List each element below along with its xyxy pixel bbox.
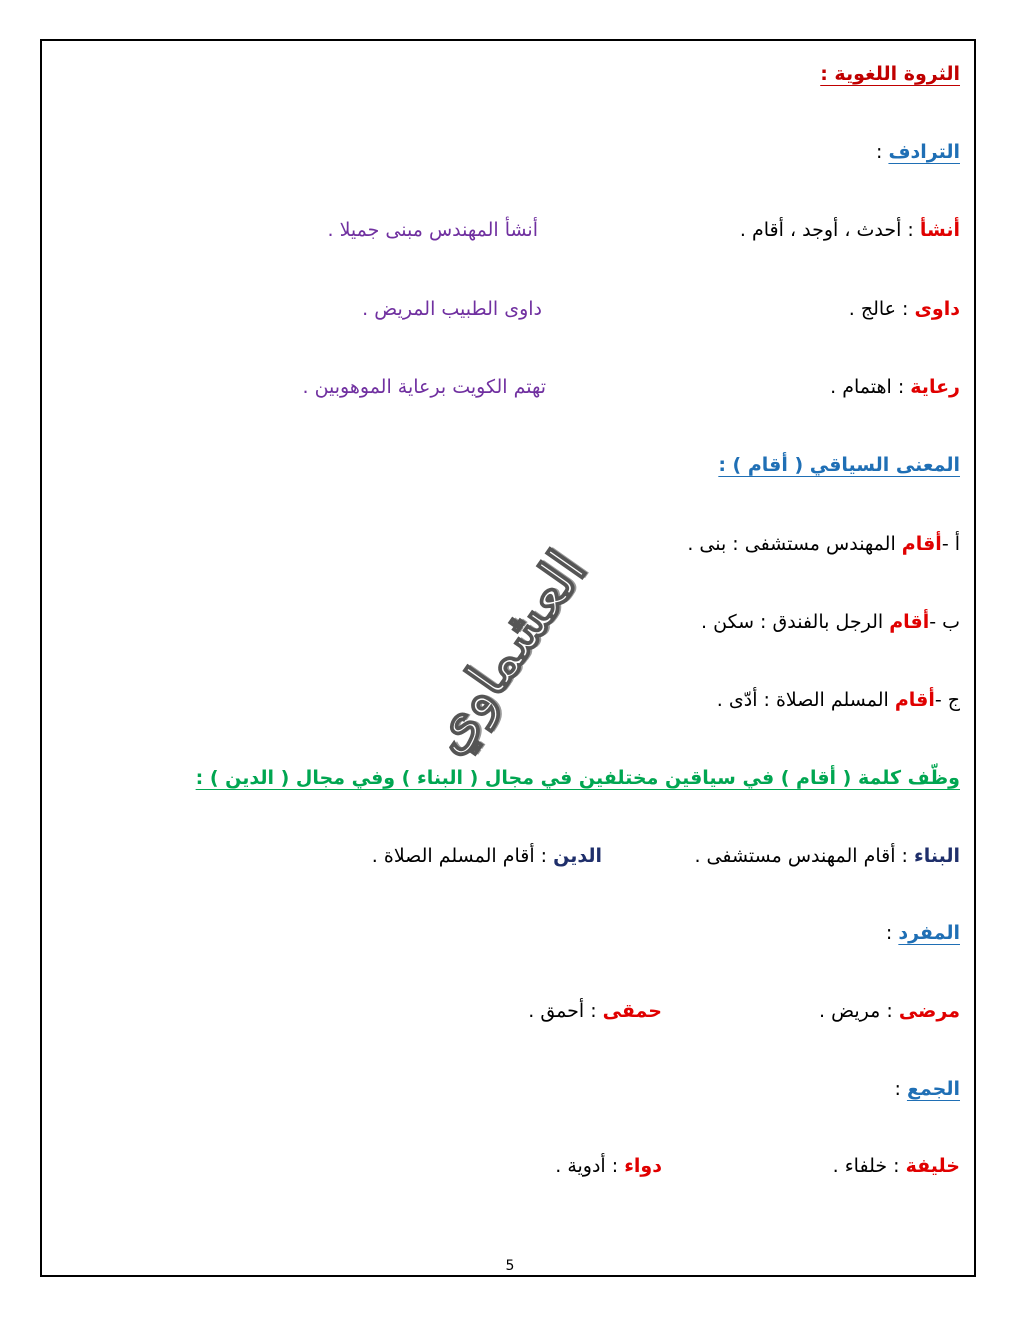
plural-item bbox=[555, 1152, 662, 1180]
contextual-rest: المسلم الصلاة : أدّى . bbox=[716, 689, 889, 711]
contextual-prefix: أ - bbox=[941, 533, 960, 555]
synonym-meaning: : اهتمام . bbox=[830, 376, 905, 398]
contextual-heading bbox=[718, 451, 960, 479]
plural-heading bbox=[894, 1075, 960, 1103]
synonym-example: أنشأ المهندس مبنى جميلا . bbox=[327, 219, 538, 241]
synonyms-heading-colon: : bbox=[875, 141, 883, 163]
contextual-item bbox=[717, 686, 960, 714]
usage-heading-text: وظّف كلمة ( أقام ) في سياقين مختلفين في مجال ( البناء ) وفي مجال ( الدين ) : bbox=[195, 767, 960, 789]
singular-heading-text: المفرد bbox=[898, 922, 960, 944]
section-title bbox=[820, 60, 960, 88]
synonym-example: تهتم الكويت برعاية الموهوبين . bbox=[302, 376, 546, 398]
contextual-word: أقام bbox=[889, 611, 930, 633]
contextual-prefix: ج - bbox=[934, 689, 960, 711]
synonyms-heading-text: الترادف bbox=[888, 141, 960, 163]
contextual-heading-text: المعنى السياقي ( أقام ) : bbox=[718, 454, 960, 476]
synonym-word: رعاية bbox=[910, 376, 960, 398]
plural-meaning: : أدوية . bbox=[555, 1155, 619, 1177]
plural-item bbox=[833, 1152, 960, 1180]
singular-item bbox=[819, 997, 960, 1025]
plural-meaning: : خلفاء . bbox=[832, 1155, 900, 1177]
contextual-word: أقام bbox=[894, 689, 935, 711]
usage-building-label: البناء bbox=[913, 845, 960, 867]
synonym-item bbox=[830, 373, 960, 401]
watermark: العشماوي bbox=[413, 539, 600, 766]
contextual-item bbox=[687, 530, 960, 558]
contextual-prefix: ب - bbox=[929, 611, 960, 633]
plural-heading-colon: : bbox=[894, 1078, 901, 1100]
contextual-rest: المهندس مستشفى : بنى . bbox=[687, 533, 896, 555]
section-title-text: الثروة اللغوية : bbox=[820, 63, 960, 85]
page-number: 5 bbox=[505, 1258, 515, 1274]
synonym-word: أنشأ bbox=[919, 219, 960, 241]
contextual-word: أقام bbox=[901, 533, 942, 555]
plural-word: خليفة bbox=[905, 1155, 960, 1177]
synonym-item bbox=[849, 295, 960, 323]
singular-heading bbox=[886, 919, 960, 947]
singular-item bbox=[528, 997, 662, 1025]
synonym-meaning: : عالج . bbox=[848, 298, 909, 320]
contextual-rest: الرجل بالفندق : سكن . bbox=[701, 611, 884, 633]
contextual-item bbox=[701, 608, 960, 636]
singular-meaning: : أحمق . bbox=[528, 1000, 597, 1022]
synonyms-heading bbox=[876, 138, 960, 166]
usage-religion-label: الدين bbox=[553, 845, 602, 867]
synonym-item bbox=[740, 216, 960, 244]
synonym-meaning: : أحدث ، أوجد ، أقام . bbox=[739, 219, 914, 241]
usage-heading bbox=[196, 764, 960, 792]
usage-building bbox=[694, 842, 960, 870]
plural-heading-text: الجمع bbox=[906, 1078, 960, 1100]
singular-word: مرضى bbox=[898, 1000, 960, 1022]
usage-religion bbox=[372, 842, 602, 870]
synonym-word: داوى bbox=[914, 298, 960, 320]
singular-meaning: : مريض . bbox=[819, 1000, 893, 1022]
singular-heading-colon: : bbox=[885, 922, 893, 944]
plural-word: دواء bbox=[624, 1155, 662, 1177]
usage-religion-text: : أقام المسلم الصلاة . bbox=[371, 845, 548, 867]
singular-word: حمقى bbox=[602, 1000, 662, 1022]
usage-building-text: : أقام المهندس مستشفى . bbox=[694, 845, 908, 867]
synonym-example: داوى الطبيب المريض . bbox=[362, 298, 542, 320]
